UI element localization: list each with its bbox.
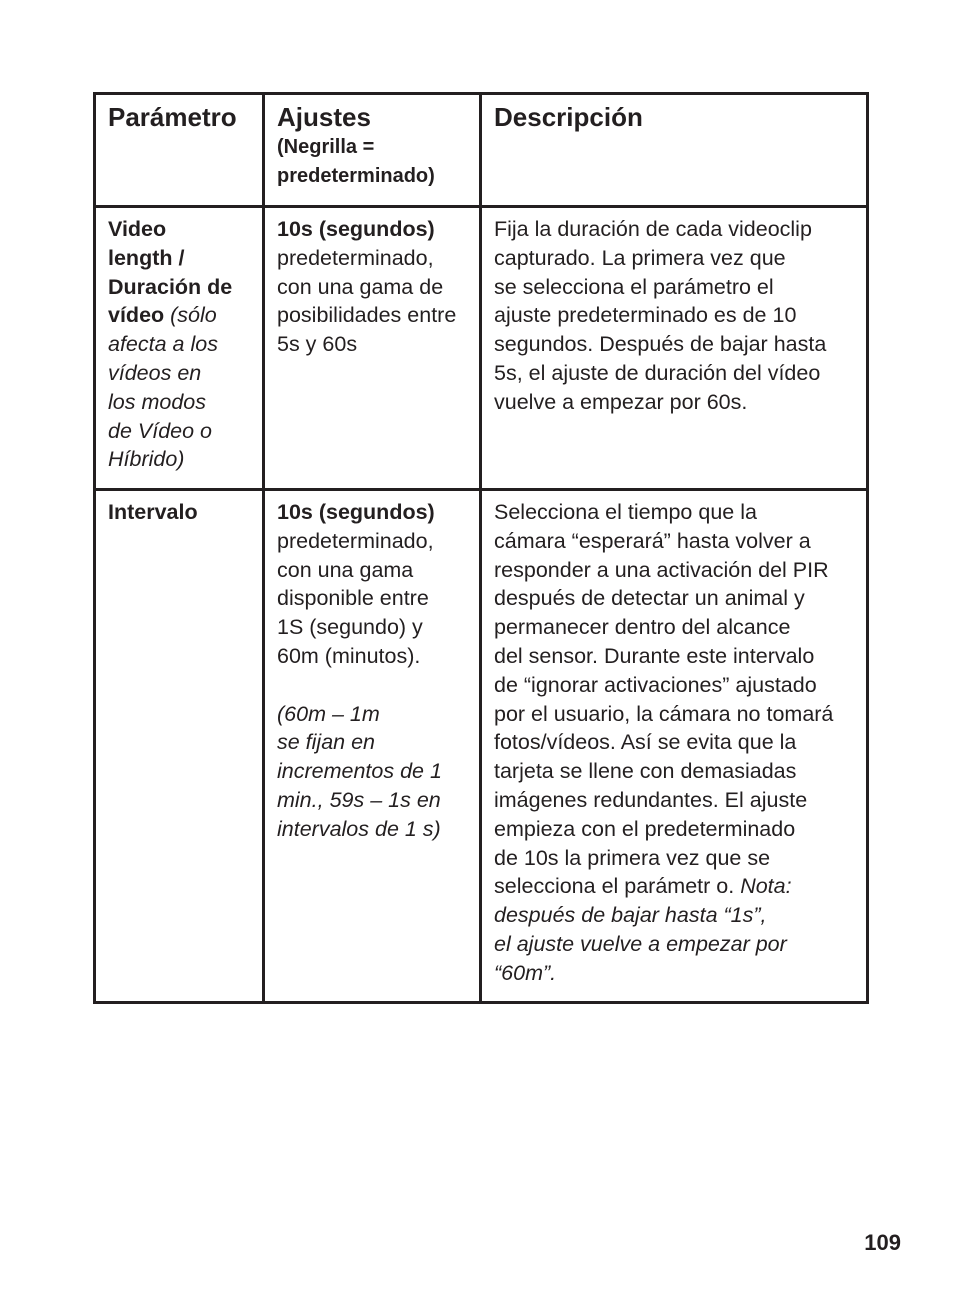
header-settings-label: Ajustes	[277, 102, 371, 132]
description-cell	[481, 490, 868, 1003]
parameter-note: (sólo afecta a los vídeos en los modos de Vídeo o Híbrido)	[108, 303, 218, 472]
description-cell	[481, 207, 868, 490]
parameter-cell	[95, 490, 264, 1003]
header-description	[481, 94, 868, 207]
settings-default-value: 10s (segundos)	[277, 500, 435, 524]
description-text: Fija la duración de cada videoclip capturado. La primera vez que se selecciona el parámetro el ajuste predeterminado es de 10 segundos. Después de bajar hasta 5s, el ajuste de duración del vídeo vuelve a empezar por 60s.	[494, 217, 827, 414]
table-row-interval	[95, 490, 868, 1003]
settings-cell	[264, 207, 481, 490]
spacer	[277, 671, 467, 700]
table-header-row	[95, 94, 868, 207]
parameter-cell	[95, 207, 264, 490]
settings-default-value: 10s (segundos)	[277, 217, 435, 241]
parameter-name: Video length / Duración de vídeo	[108, 217, 233, 328]
description-text: Selecciona el tiempo que la cámara “esperará” hasta volver a responder a una activación del PIR después de detectar un animal y permanecer dentro del alcance del sensor. Durante este intervalo de “ignorar activaciones” ajustado por el usuario, la cámara no tomará fotos/vídeos. Así se evita que la tarjeta se llene con demasiadas imágenes redundantes. El ajuste empieza con el predeterminado de 10s la primera vez que se selecciona el parámetr o.	[494, 500, 834, 899]
settings-cell	[264, 490, 481, 1003]
settings-range-text: predeterminado, con una gama disponible entre 1S (segundo) y 60m (minutos).	[277, 528, 434, 668]
settings-table	[93, 92, 869, 1004]
header-settings	[264, 94, 481, 207]
header-description-label: Descripción	[494, 102, 643, 132]
settings-increments-note: (60m – 1m se fijan en incrementos de 1 min., 59s – 1s en intervalos de 1 s)	[277, 701, 442, 841]
description-note: Nota: después de bajar hasta “1s”, el ajuste vuelve a empezar por “60m”.	[494, 874, 792, 985]
table-row-video-length	[95, 207, 868, 490]
header-parameter-label: Parámetro	[108, 102, 237, 132]
settings-range-text: predeterminado, con una gama de posibilidades entre 5s y 60s	[277, 245, 457, 357]
header-parameter	[95, 94, 264, 207]
parameter-name: Intervalo	[108, 500, 198, 524]
page-number: 109	[864, 1230, 901, 1255]
header-settings-note: (Negrilla = predeterminado)	[277, 136, 435, 187]
